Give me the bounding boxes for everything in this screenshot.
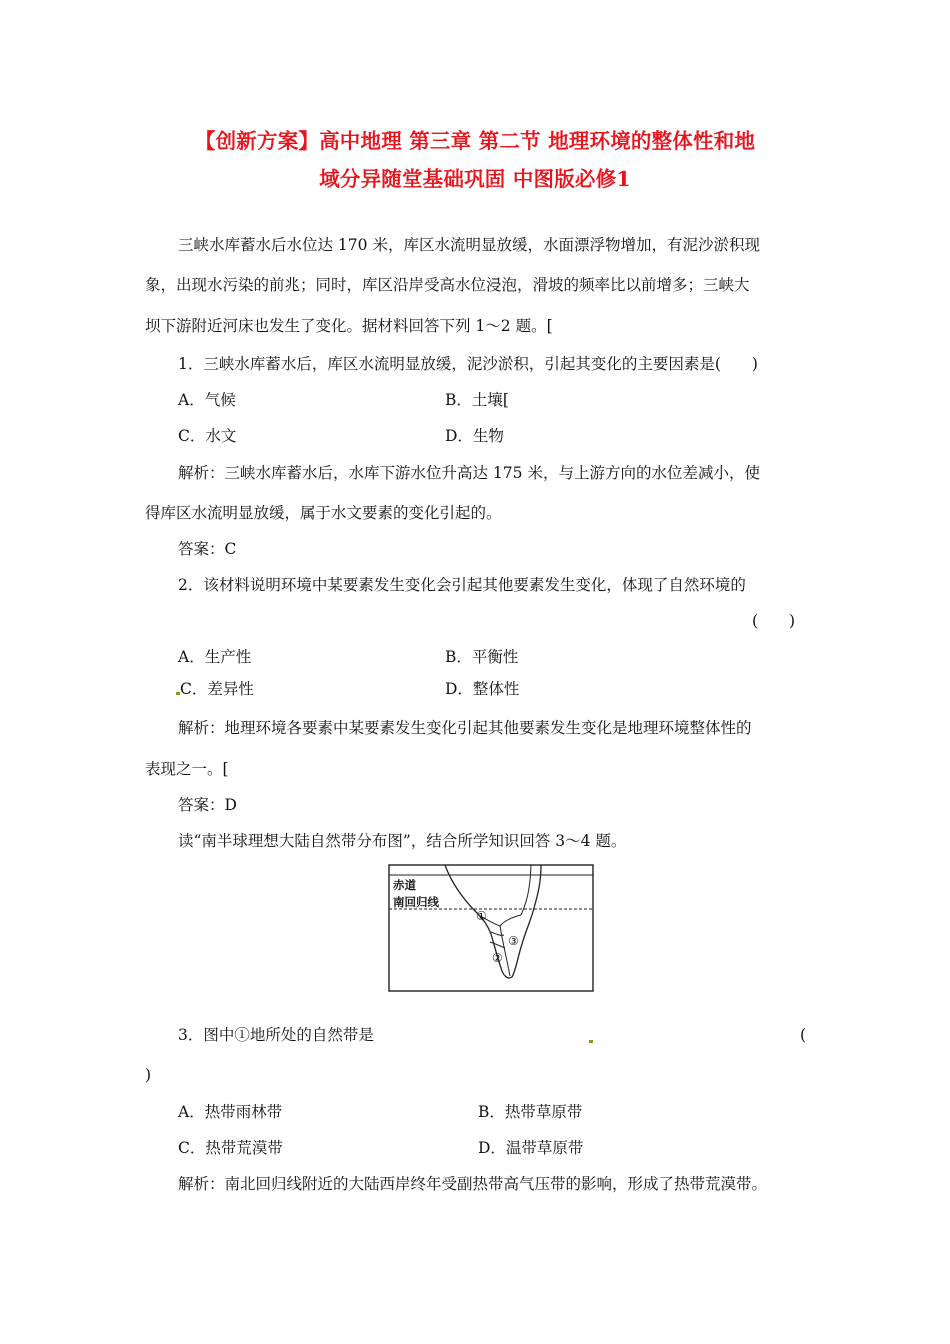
zone-2-label: ② <box>492 951 503 965</box>
tropic-label: 南回归线 <box>393 895 439 909</box>
question-1-analysis-line-1: 解析：三峡水库蓄水后，水库下游水位升高达 175 米，与上游方向的水位差减小，使 <box>178 464 760 482</box>
southern-hemisphere-natural-zone-map <box>388 864 594 992</box>
material-paragraph-line-3: 坝下游附近河床也发生了变化。据材料回答下列 1～2 题。[ <box>145 317 553 335</box>
question-1-answer: 答案：C <box>178 540 237 558</box>
equator-label: 赤道 <box>393 878 416 892</box>
question-2-answer-parentheses: ( ) <box>752 612 796 630</box>
document-title-line-1: 【创新方案】高中地理 第三章 第二节 地理环境的整体性和地 <box>194 129 756 153</box>
question-2-answer: 答案：D <box>178 796 237 814</box>
zone-3-label: ③ <box>508 934 519 948</box>
question-3-analysis-line-1: 解析：南北回归线附近的大陆西岸终年受副热带高气压带的影响，形成了热带荒漠带。 <box>178 1175 768 1193</box>
material-paragraph-line-2: 象，出现水污染的前兆；同时，库区沿岸受高水位浸泡，滑坡的频率比以前增多；三峡大 <box>145 276 750 294</box>
question-2-option-a: A．生产性 <box>178 648 252 666</box>
question-3-option-c: C．热带荒漠带 <box>178 1139 283 1157</box>
material-paragraph-line-1: 三峡水库蓄水后水位达 170 米，库区水流明显放缓，水面漂浮物增加，有泥沙淤积现 <box>178 236 760 254</box>
question-1-analysis-line-2: 得库区水流明显放缓，属于水文要素的变化引起的。 <box>145 504 502 522</box>
zone-1-label: ① <box>476 909 487 923</box>
question-3-paren-close: ) <box>145 1066 152 1084</box>
stray-mark <box>589 1040 593 1043</box>
map-frame <box>389 865 593 991</box>
question-2-option-b: B．平衡性 <box>445 648 519 666</box>
question-1-option-b: B．土壤[ <box>445 391 509 409</box>
document-title-line-2: 域分异随堂基础巩固 中图版必修1 <box>319 167 631 191</box>
question-3-paren-open: ( <box>800 1026 807 1044</box>
question-3-option-b: B．热带草原带 <box>478 1103 583 1121</box>
question-2-stem: 2．该材料说明环境中某要素发生变化会引起其他要素发生变化，体现了自然环境的 <box>178 576 746 594</box>
question-1-option-c: C．水文 <box>178 427 237 445</box>
question-3-option-d: D．温带草原带 <box>478 1139 584 1157</box>
question-2-option-c: C．差异性 <box>180 680 254 698</box>
question-1-option-a: A．气候 <box>178 391 236 409</box>
question-2-analysis-line-2: 表现之一。[ <box>145 760 229 778</box>
material-2-prompt: 读“南半球理想大陆自然带分布图”，结合所学知识回答 3～4 题。 <box>178 832 627 850</box>
question-2-option-d: D．整体性 <box>445 680 520 698</box>
question-2-analysis-line-1: 解析：地理环境各要素中某要素发生变化引起其他要素发生变化是地理环境整体性的 <box>178 719 752 737</box>
question-1-stem: 1．三峡水库蓄水后，库区水流明显放缓，泥沙淤积，引起其变化的主要因素是( ) <box>178 355 758 373</box>
question-3-stem: 3．图中①地所处的自然带是 <box>178 1026 374 1044</box>
question-3-option-a: A．热带雨林带 <box>178 1103 283 1121</box>
question-1-option-d: D．生物 <box>445 427 504 445</box>
